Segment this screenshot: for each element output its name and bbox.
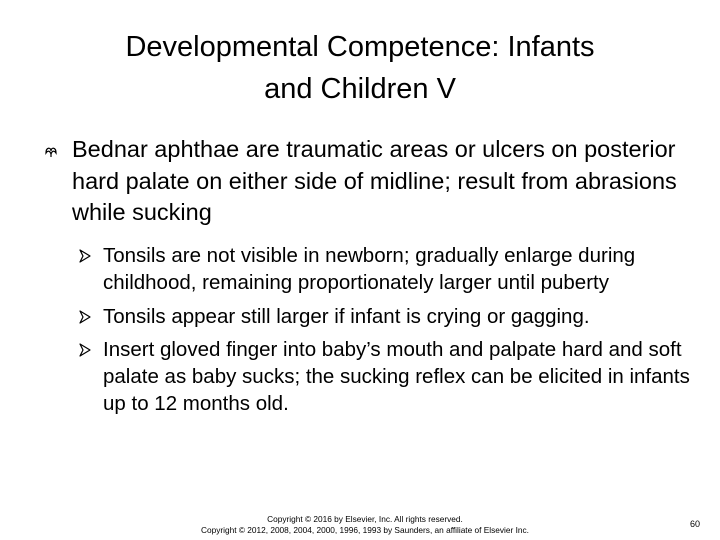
ornament-bullet-icon [44,144,58,158]
slide-title [40,26,680,110]
copyright-line-2: Copyright © 2012, 2008, 2004, 2000, 1996, 1993 by Saunders, an affiliate of Elsevier Inc. [201,525,529,535]
arrow-bullet-icon [78,309,92,325]
sub-bullet-text: Tonsils are not visible in newborn; gradually enlarge during childhood, remaining proportionately larger until puberty [103,244,636,295]
sub-bullet-list [78,242,693,424]
arrow-bullet-icon [78,342,92,358]
copyright-footer [130,514,600,536]
sub-bullet-item [78,242,693,297]
arrow-bullet-icon [78,248,92,264]
sub-bullet-item [78,303,693,330]
page-number: 60 [690,519,701,529]
slide-title-line-1: Developmental Competence: Infants [125,31,595,63]
copyright-line-1: Copyright © 2016 by Elsevier, Inc. All rights reserved. [267,514,463,524]
sub-bullet-text: Tonsils appear still larger if infant is crying or gagging. [103,304,590,328]
main-bullet-text: Bednar aphthae are traumatic areas or ulcers on posterior hard palate on either side of midline; result from abrasions while sucking [72,136,677,225]
sub-bullet-text: Insert gloved finger into baby’s mouth and palpate hard and soft palate as baby sucks; the sucking reflex can be elicited in infants up to 12 months old. [103,337,690,416]
sub-bullet-item [78,336,693,418]
slide-title-line-2: and Children V [264,73,456,105]
